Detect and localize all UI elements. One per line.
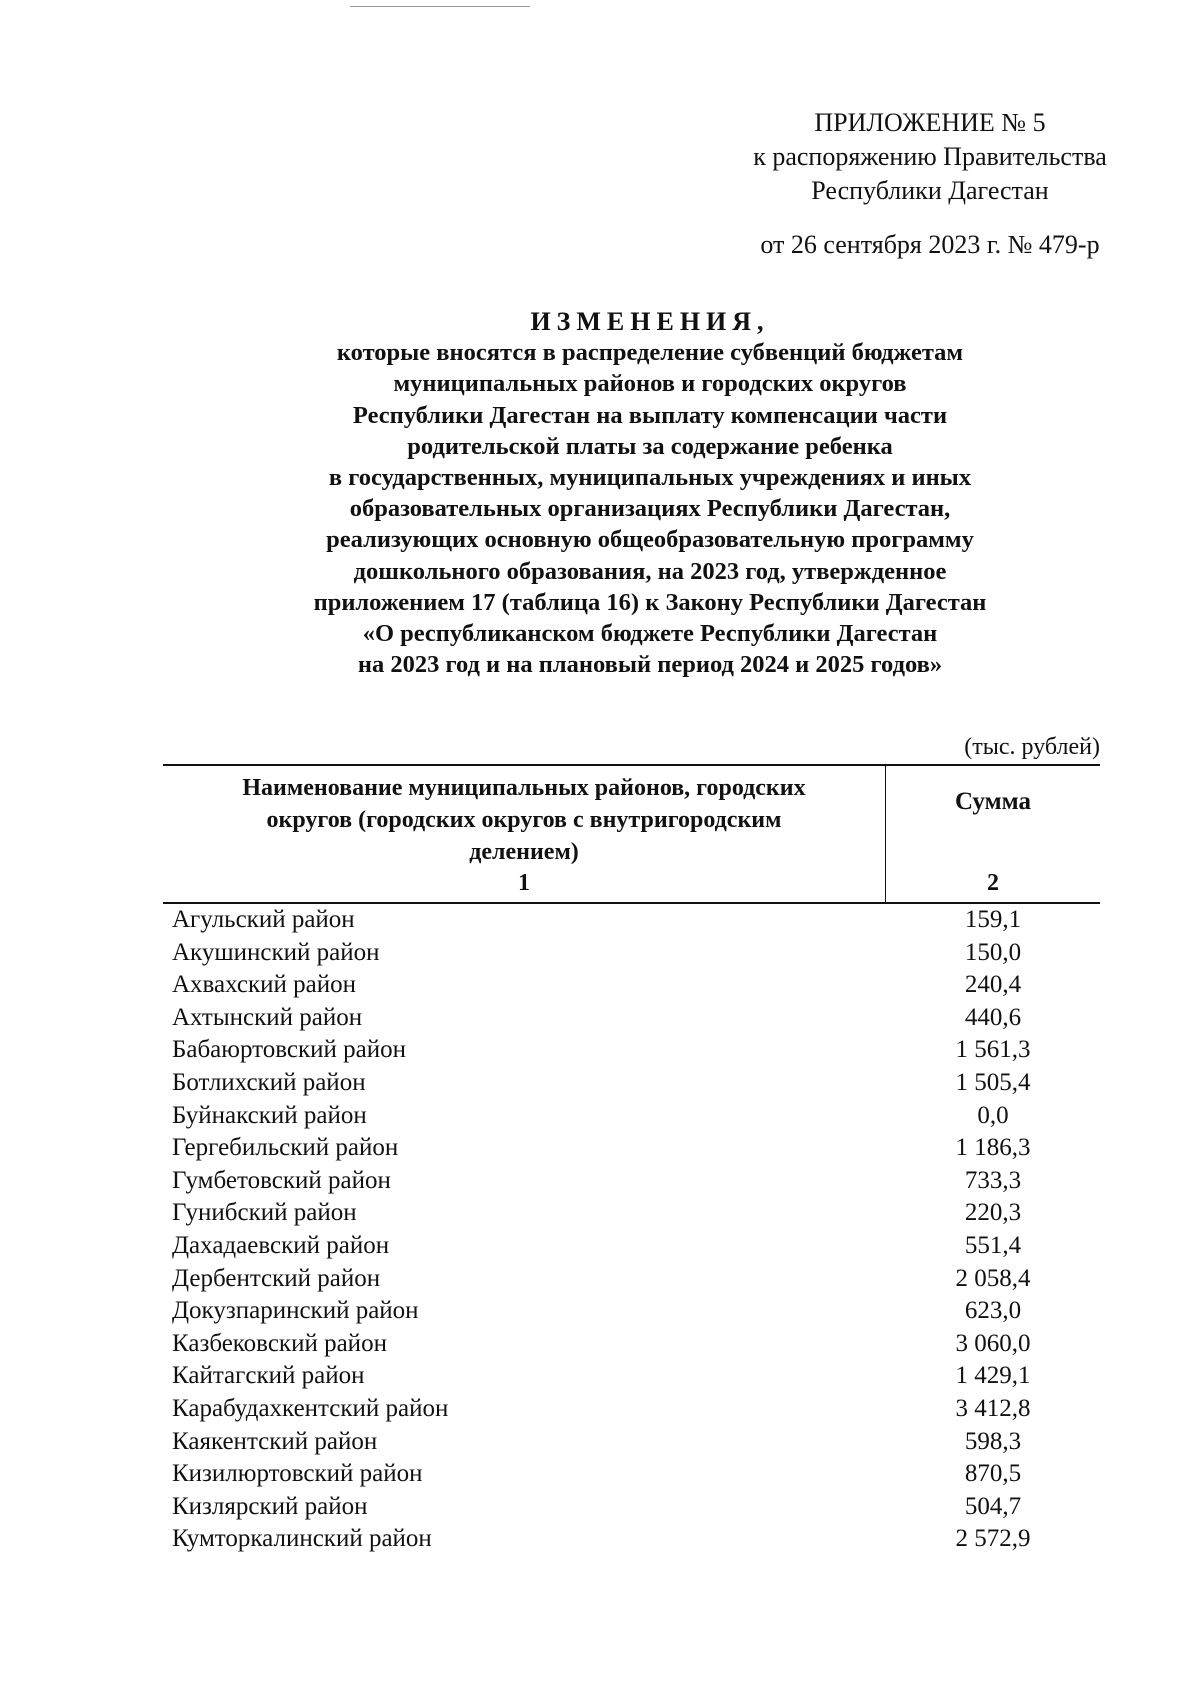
district-sum: 1 561,3 bbox=[955, 1036, 1031, 1064]
district-name: Кизилюртовский район bbox=[172, 1460, 423, 1488]
district-name: Карабудахкентский район bbox=[172, 1394, 449, 1422]
table-row bbox=[172, 904, 1100, 937]
district-name: Кумторкалинский район bbox=[172, 1525, 432, 1553]
district-sum: 2 572,9 bbox=[955, 1525, 1031, 1553]
district-name: Казбековский район bbox=[172, 1329, 387, 1357]
district-name: Ботлихский район bbox=[172, 1068, 366, 1096]
table-row bbox=[172, 1523, 1100, 1556]
table-row bbox=[172, 937, 1100, 970]
district-name: Акушинский район bbox=[172, 938, 380, 966]
table-row bbox=[172, 1328, 1100, 1361]
district-name: Гунибский район bbox=[172, 1199, 357, 1227]
title-line: образовательных организациях Республики Дагестан, bbox=[349, 495, 951, 523]
header-line: Наименование муниципальных районов, городских bbox=[242, 775, 806, 801]
district-sum: 440,6 bbox=[964, 1003, 1022, 1031]
table-row bbox=[172, 1165, 1100, 1198]
district-sum: 150,0 bbox=[964, 938, 1022, 966]
header-line: делением) bbox=[469, 839, 579, 865]
title-line: «О республиканском бюджете Республики Дагестан bbox=[362, 620, 938, 648]
district-sum: 1 505,4 bbox=[955, 1068, 1031, 1096]
district-name: Гумбетовский район bbox=[172, 1166, 391, 1194]
district-sum: 870,5 bbox=[964, 1460, 1022, 1488]
table-row bbox=[172, 1458, 1100, 1491]
column-header-sum: Сумма bbox=[955, 788, 1031, 815]
title-line: Республики Дагестан на выплату компенсации части bbox=[352, 401, 948, 429]
title-line: приложением 17 (таблица 16) к Закону Республики Дагестан bbox=[313, 588, 987, 616]
district-sum: 240,4 bbox=[964, 971, 1022, 999]
title-line: в государственных, муниципальных учреждениях и иных bbox=[328, 464, 972, 492]
title-line: на 2023 год и на плановый период 2024 и 2025 годов» bbox=[357, 651, 943, 679]
district-sum: 1 186,3 bbox=[955, 1134, 1031, 1162]
units-label: (тыс. рублей) bbox=[964, 734, 1100, 760]
district-name: Кизлярский район bbox=[172, 1492, 368, 1520]
district-name: Бабаюртовский район bbox=[172, 1036, 406, 1064]
table-row bbox=[172, 1100, 1100, 1133]
attachment-date: от 26 сентября 2023 г. № 479-р bbox=[760, 230, 1100, 259]
table-row bbox=[172, 1034, 1100, 1067]
table-body bbox=[172, 904, 1100, 1556]
district-sum: 504,7 bbox=[964, 1492, 1022, 1520]
district-sum: 0,0 bbox=[977, 1101, 1009, 1129]
district-sum: 733,3 bbox=[964, 1166, 1022, 1194]
title-line: которые вносятся в распределение субвенций бюджетам bbox=[336, 339, 964, 367]
column-header-name bbox=[163, 772, 885, 868]
title-line: муниципальных районов и городских округов bbox=[393, 370, 907, 398]
table-row bbox=[172, 1132, 1100, 1165]
attachment-number: ПРИЛОЖЕНИЕ № 5 bbox=[814, 108, 1046, 137]
district-name: Агульский район bbox=[172, 906, 355, 933]
district-sum: 598,3 bbox=[964, 1427, 1022, 1455]
table-row bbox=[172, 1393, 1100, 1426]
district-sum: 159,1 bbox=[964, 906, 1022, 933]
table-row bbox=[172, 1263, 1100, 1296]
table-row bbox=[172, 1295, 1100, 1328]
table-row bbox=[172, 969, 1100, 1002]
title-line: реализующих основную общеобразовательную программу bbox=[326, 526, 974, 554]
district-name: Ахвахский район bbox=[172, 971, 357, 999]
table-row bbox=[172, 1426, 1100, 1459]
district-name: Буйнакский район bbox=[172, 1101, 367, 1129]
attachment-header bbox=[720, 106, 1140, 262]
scan-mark bbox=[350, 6, 530, 7]
district-sum: 2 058,4 bbox=[955, 1264, 1031, 1292]
attachment-ref: к распоряжению Правительства bbox=[753, 142, 1107, 171]
district-name: Дахадаевский район bbox=[172, 1231, 390, 1259]
table-row bbox=[172, 1002, 1100, 1035]
table-row bbox=[172, 1360, 1100, 1393]
table-row bbox=[172, 1197, 1100, 1230]
column-number-2: 2 bbox=[987, 870, 999, 896]
table-row bbox=[172, 1230, 1100, 1263]
title-line: родительской платы за содержание ребенка bbox=[407, 432, 893, 460]
table-row bbox=[172, 1491, 1100, 1524]
document-title bbox=[200, 306, 1100, 680]
column-number-1: 1 bbox=[518, 870, 530, 896]
district-sum: 220,3 bbox=[964, 1199, 1022, 1227]
title-heading: ИЗМЕНЕНИЯ, bbox=[530, 307, 770, 336]
column-number-row bbox=[163, 866, 1100, 900]
attachment-region: Республики Дагестан bbox=[811, 176, 1049, 205]
table-row bbox=[172, 1067, 1100, 1100]
district-sum: 3 060,0 bbox=[955, 1329, 1031, 1357]
district-sum: 3 412,8 bbox=[955, 1394, 1031, 1422]
district-sum: 551,4 bbox=[964, 1231, 1022, 1259]
district-name: Дербентский район bbox=[172, 1264, 381, 1292]
header-line: округов (городских округов с внутригородским bbox=[266, 807, 782, 833]
district-name: Докузпаринский район bbox=[172, 1297, 419, 1325]
district-name: Кайтагский район bbox=[172, 1362, 365, 1390]
title-line: дошкольного образования, на 2023 год, утвержденное bbox=[353, 557, 947, 585]
district-sum: 623,0 bbox=[964, 1297, 1022, 1325]
district-name: Каякентский район bbox=[172, 1427, 378, 1455]
district-name: Ахтынский район bbox=[172, 1003, 363, 1031]
district-name: Гергебильский район bbox=[172, 1134, 399, 1162]
district-sum: 1 429,1 bbox=[955, 1362, 1031, 1390]
